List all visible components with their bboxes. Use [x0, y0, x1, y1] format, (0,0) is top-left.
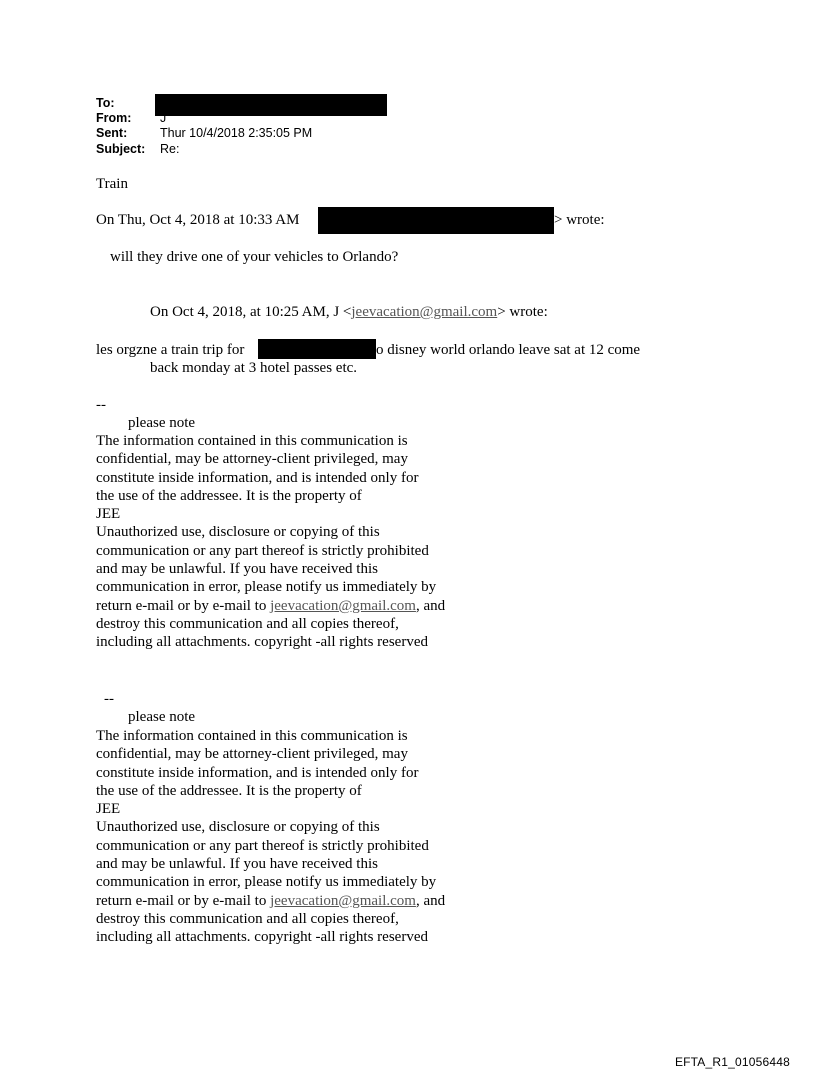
signature2-line: including all attachments. copyright -all rights reserved	[96, 929, 428, 946]
subject-value: Re:	[160, 142, 180, 156]
signature1-email-link[interactable]: jeevacation@gmail.com	[270, 597, 416, 614]
subject-label: Subject:	[96, 142, 146, 156]
signature1-line: JEE	[96, 506, 121, 523]
quote2-line1-post: o disney world orlando leave sat at 12 come	[376, 342, 641, 358]
signature2-line: and may be unlawful. If you have received this	[96, 856, 378, 873]
signature1-line: and may be unlawful. If you have received this	[96, 561, 378, 578]
document-id: EFTA_R1_01056448	[674, 1055, 790, 1069]
signature1-disclaimer	[96, 432, 445, 652]
header-subject-row	[96, 142, 179, 157]
signature2-dashes: --	[104, 691, 114, 707]
reply-text: Train	[96, 176, 128, 192]
signature2-line: destroy this communication and all copies thereof,	[96, 910, 399, 927]
signature2-line: The information contained in this communication is	[96, 728, 408, 744]
signature2-line-email	[96, 892, 445, 910]
to-label: To:	[96, 96, 115, 110]
signature1-line: confidential, may be attorney-client privileged, may	[96, 451, 408, 468]
quote2-line1-pre: les orgzne a train trip for	[96, 342, 245, 358]
signature2-line: Unauthorized use, disclosure or copying of this	[96, 819, 380, 836]
signature1-dashes: --	[96, 397, 106, 413]
signature2-disclaimer	[96, 727, 445, 947]
signature2-line: communication in error, please notify us immediately by	[96, 874, 437, 891]
signature2-line10-post: , and	[415, 892, 446, 909]
signature2-line: confidential, may be attorney-client privileged, may	[96, 746, 408, 763]
signature2-line: the use of the addressee. It is the property of	[96, 782, 362, 799]
quote1-wrote: > wrote:	[554, 212, 605, 228]
signature1-line: Unauthorized use, disclosure or copying of this	[96, 524, 380, 541]
signature1-line: communication in error, please notify us immediately by	[96, 579, 437, 596]
quote2-intro-pre: On Oct 4, 2018, at 10:25 AM, J <	[150, 304, 352, 320]
signature2-line: constitute inside information, and is intended only for	[96, 764, 419, 781]
signature2-line: communication or any part thereof is strictly prohibited	[96, 837, 429, 854]
signature1-line: including all attachments. copyright -all rights reserved	[96, 634, 428, 651]
from-value: J	[160, 111, 167, 125]
signature1-line10-post: , and	[415, 597, 446, 614]
signature1-line10-pre: return e-mail or by e-mail to	[96, 597, 271, 614]
header-from-row	[96, 111, 166, 126]
header-sent-row	[96, 126, 312, 141]
signature1-line-email	[96, 597, 445, 615]
redaction-to	[155, 94, 387, 116]
signature2-line: JEE	[96, 801, 121, 818]
signature2-email-link[interactable]: jeevacation@gmail.com	[270, 892, 416, 909]
signature1-note: please note	[128, 415, 196, 431]
quote2-intro-post: > wrote:	[497, 304, 548, 320]
signature1-line: constitute inside information, and is intended only for	[96, 469, 419, 486]
header-to-row	[96, 96, 160, 111]
quote1-intro: On Thu, Oct 4, 2018 at 10:33 AM	[96, 212, 300, 228]
quote2-intro	[150, 303, 548, 321]
redaction-quote2-recipient	[258, 339, 376, 359]
signature1-line: The information contained in this communication is	[96, 433, 408, 449]
signature1-line: destroy this communication and all copies thereof,	[96, 615, 399, 632]
redaction-quote1-sender	[318, 207, 554, 234]
quote1-text: will they drive one of your vehicles to Orlando?	[110, 249, 399, 265]
signature2-note: please note	[128, 709, 196, 725]
signature1-line: communication or any part thereof is strictly prohibited	[96, 542, 429, 559]
quote2-email-link[interactable]: jeevacation@gmail.com	[351, 304, 498, 320]
quote2-line2: back monday at 3 hotel passes etc.	[150, 360, 358, 376]
signature1-line: the use of the addressee. It is the property of	[96, 487, 362, 504]
sent-value: Thur 10/4/2018 2:35:05 PM	[160, 126, 313, 140]
sent-label: Sent:	[96, 126, 128, 140]
signature2-line10-pre: return e-mail or by e-mail to	[96, 892, 271, 909]
from-label: From:	[96, 111, 132, 125]
